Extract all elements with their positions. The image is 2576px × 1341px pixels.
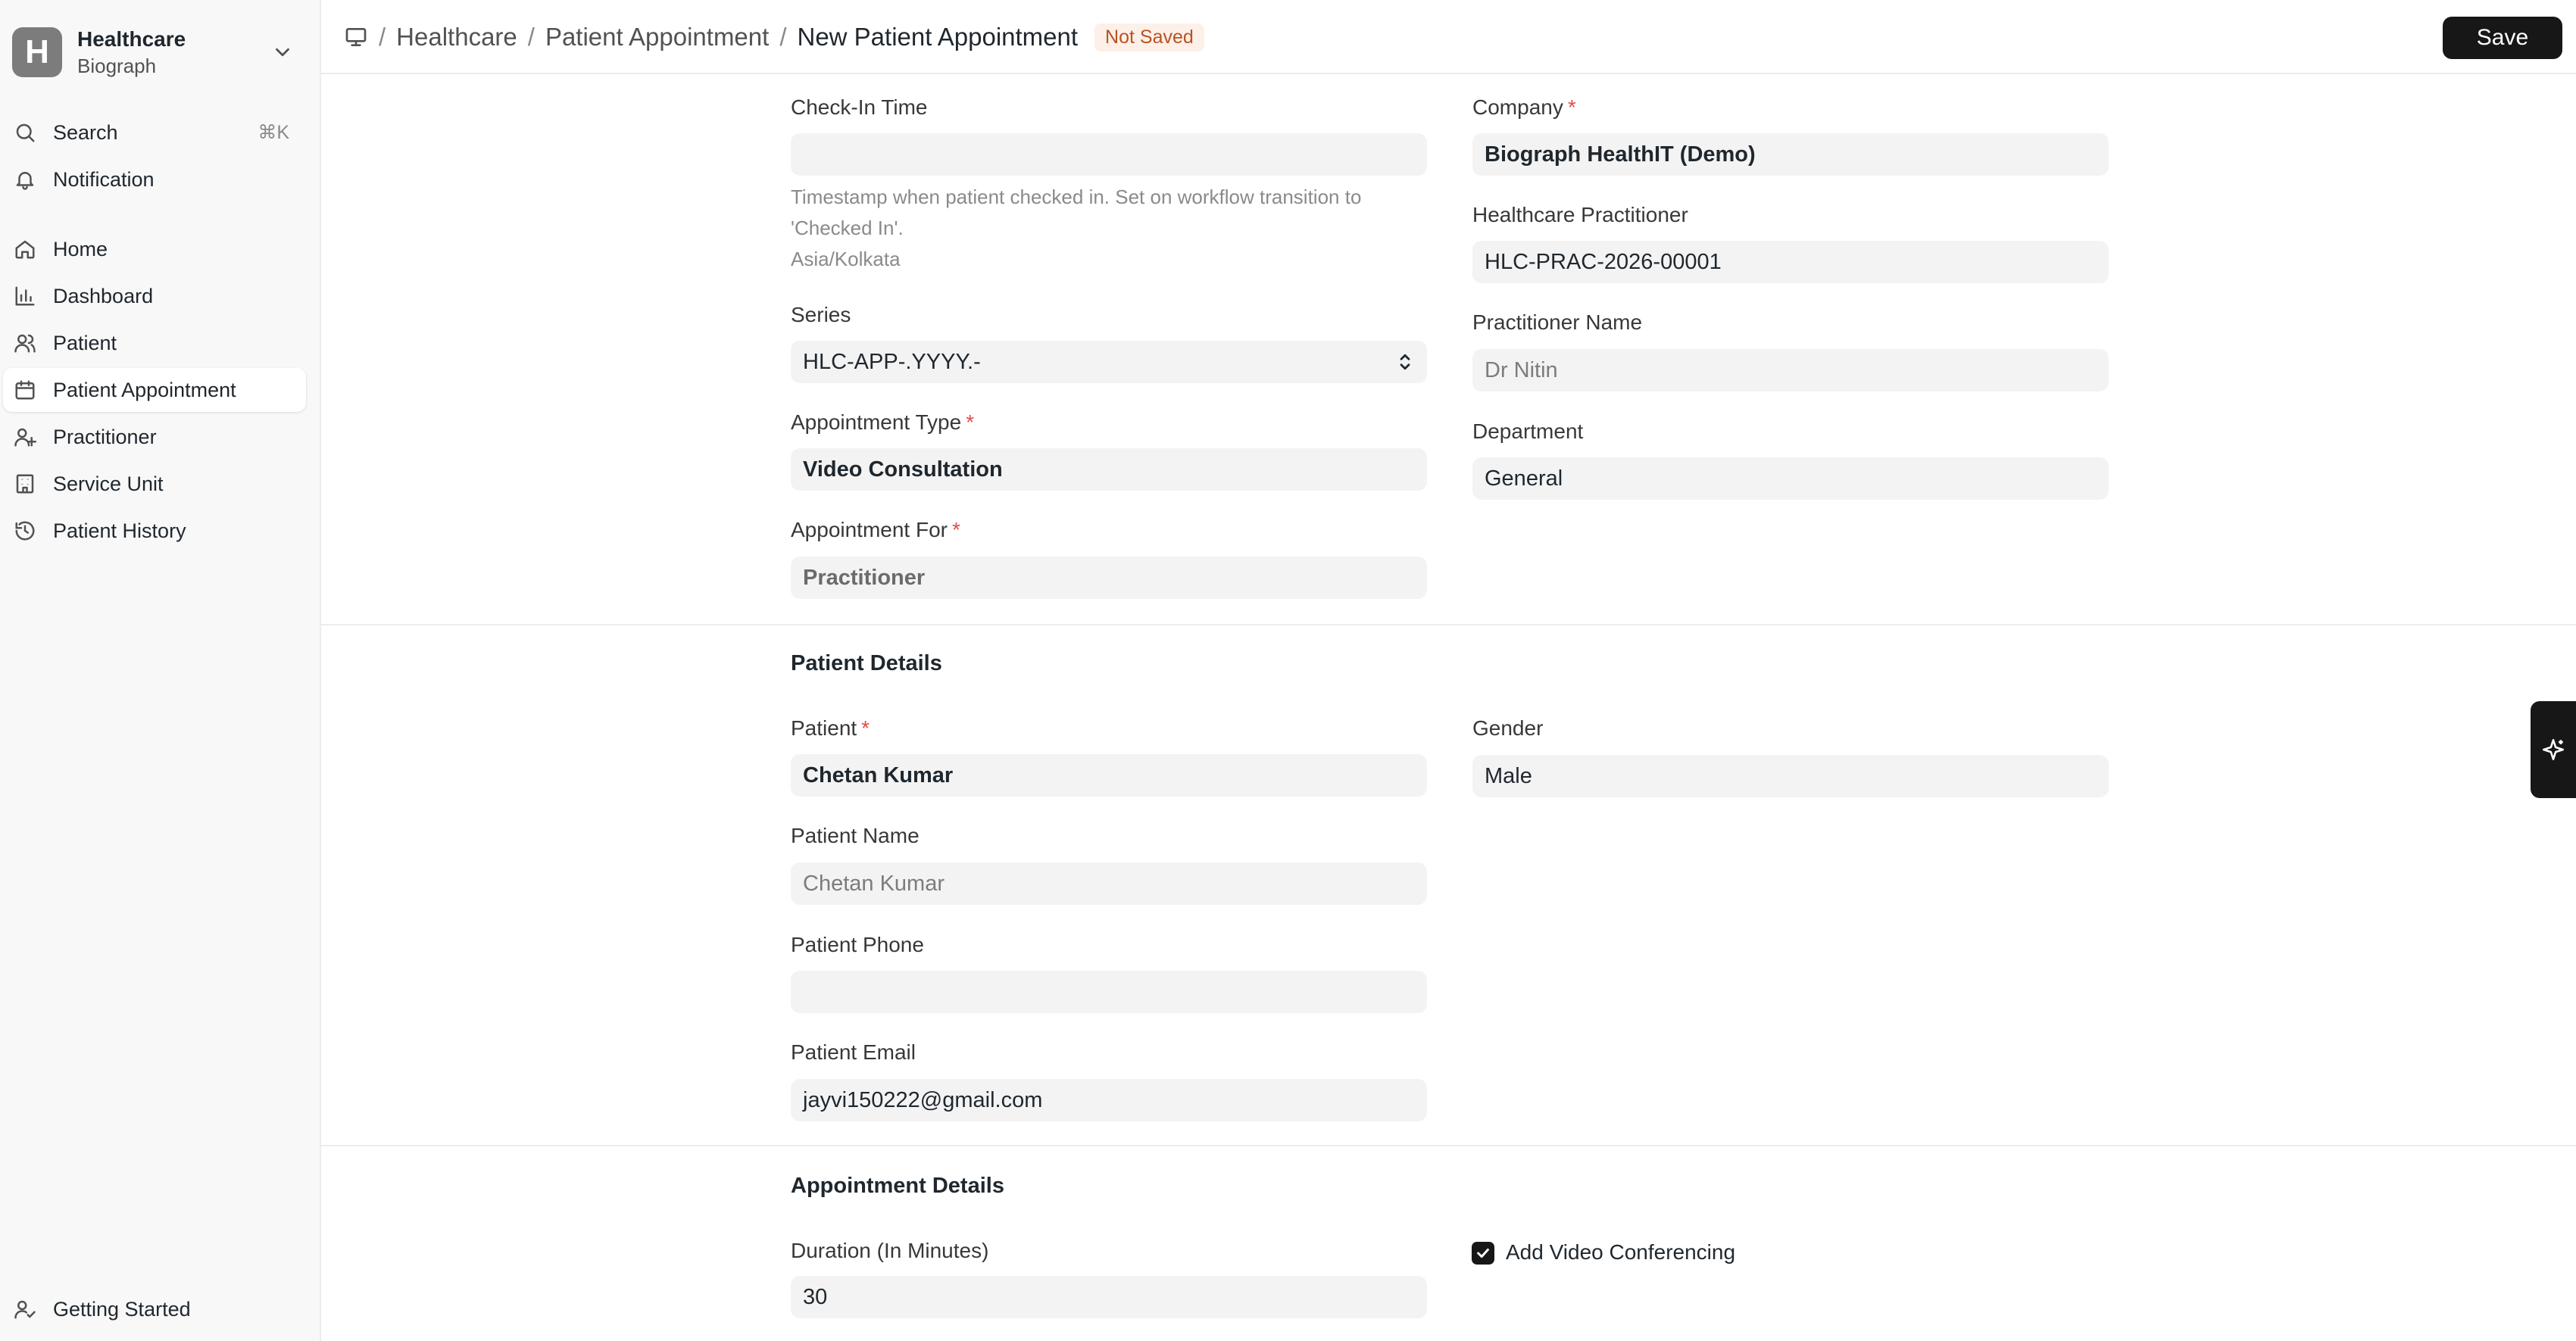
gender-input[interactable]: Male [1472, 755, 2109, 797]
check-in-time-description: Timestamp when patient checked in. Set on workflow transition to 'Checked In'. [791, 186, 1362, 239]
patient-email-label: Patient Email [791, 1040, 916, 1064]
company-input[interactable]: Biograph HealthIT (Demo) [1472, 133, 2109, 176]
breadcrumb-patient-appointment[interactable]: Patient Appointment [545, 23, 770, 51]
breadcrumb-separator: / [379, 23, 386, 51]
history-icon [14, 519, 36, 542]
breadcrumb-separator: / [779, 23, 787, 51]
series-select[interactable] [791, 341, 1427, 383]
patient-input[interactable]: Chetan Kumar [791, 754, 1427, 797]
sidebar-item-label: Practitioner [53, 425, 157, 448]
breadcrumb-separator: / [527, 23, 535, 51]
user-plus-icon [14, 426, 36, 448]
appointment-type-input[interactable]: Video Consultation [791, 448, 1427, 491]
practitioner-name-label: Practitioner Name [1472, 310, 1643, 334]
sidebar-item-service-unit[interactable] [3, 462, 306, 506]
sidebar-search[interactable] [3, 111, 306, 154]
gender-label: Gender [1472, 716, 1544, 740]
user-check-icon [14, 1298, 36, 1321]
sidebar-item-label: Patient History [53, 519, 186, 542]
bar-chart-icon [14, 285, 36, 307]
sidebar-item-label: Home [53, 237, 108, 260]
sidebar-item-practitioner[interactable] [3, 415, 306, 459]
department-input[interactable]: General [1472, 457, 2109, 500]
check-in-time-timezone: Asia/Kolkata [791, 248, 901, 270]
breadcrumb [344, 21, 1204, 53]
appointment-details-title: Appointment Details [791, 1174, 1004, 1198]
series-label: Series [791, 303, 851, 326]
sidebar-item-patient-history[interactable] [3, 509, 306, 553]
sidebar-item-label: Patient Appointment [53, 378, 236, 401]
patient-email-input[interactable]: jayvi150222@gmail.com [791, 1079, 1427, 1121]
sidebar-item-label: Service Unit [53, 472, 164, 495]
check-in-time-input[interactable] [791, 133, 1427, 176]
appointment-for-label: Appointment For * [791, 518, 960, 541]
check-in-time-label: Check-In Time [791, 95, 928, 119]
calendar-icon [14, 379, 36, 401]
healthcare-practitioner-input[interactable]: HLC-PRAC-2026-00001 [1472, 241, 2109, 283]
sidebar-notification[interactable] [3, 157, 306, 201]
page-title: New Patient Appointment [797, 23, 1079, 51]
building-icon [14, 472, 36, 495]
sparkle-icon [2540, 737, 2566, 762]
sidebar-item-label: Patient [53, 331, 117, 354]
save-button[interactable]: Save [2443, 17, 2562, 59]
patient-details-title: Patient Details [791, 651, 942, 675]
check-icon [1475, 1245, 1491, 1261]
bell-icon [14, 168, 36, 191]
sidebar-getting-started[interactable] [3, 1287, 306, 1331]
patient-phone-label: Patient Phone [791, 933, 924, 956]
sidebar-notification-label: Notification [53, 167, 155, 191]
search-icon [14, 121, 36, 144]
section-divider [321, 1145, 2576, 1146]
appointment-type-label: Appointment Type * [791, 410, 975, 434]
desktop-icon[interactable] [344, 25, 368, 49]
duration-input[interactable]: 30 [791, 1276, 1427, 1318]
sidebar-item-patient-appointment[interactable] [3, 368, 306, 412]
duration-label: Duration (In Minutes) [791, 1239, 989, 1262]
patient-phone-input[interactable] [791, 971, 1427, 1013]
video-conferencing-label[interactable]: Add Video Conferencing [1506, 1240, 1736, 1264]
search-shortcut: ⌘K [258, 122, 289, 143]
patient-name-label: Patient Name [791, 824, 920, 847]
section-divider [321, 624, 2576, 625]
department-label: Department [1472, 419, 1584, 443]
status-badge: Not Saved [1094, 23, 1204, 51]
home-icon [14, 238, 36, 260]
sidebar [0, 0, 321, 1341]
sidebar-item-home[interactable] [3, 227, 306, 271]
workspace-subtitle: Biograph [77, 55, 157, 77]
select-arrows-icon [1397, 351, 1413, 373]
assistant-tab[interactable] [2531, 701, 2576, 798]
chevron-down-icon [271, 41, 294, 64]
workspace-title: Healthcare [77, 27, 186, 51]
sidebar-getting-started-label: Getting Started [53, 1297, 191, 1321]
sidebar-item-patient[interactable] [3, 321, 306, 365]
patient-label: Patient * [791, 716, 870, 740]
workspace-logo: H [12, 27, 62, 77]
practitioner-name-input: Dr Nitin [1472, 349, 2109, 391]
sidebar-search-label: Search [53, 120, 118, 144]
sidebar-item-label: Dashboard [53, 284, 154, 307]
workspace-switcher[interactable] [12, 24, 306, 80]
healthcare-practitioner-label: Healthcare Practitioner [1472, 203, 1688, 226]
video-conferencing-checkbox[interactable] [1472, 1242, 1494, 1265]
page-header [321, 0, 2576, 74]
breadcrumb-healthcare[interactable]: Healthcare [396, 23, 517, 51]
series-value: HLC-APP-.YYYY.- [803, 349, 981, 374]
patient-name-input: Chetan Kumar [791, 862, 1427, 905]
users-icon [14, 332, 36, 354]
sidebar-item-dashboard[interactable] [3, 274, 306, 318]
company-label: Company * [1472, 95, 1576, 119]
appointment-for-input[interactable]: Practitioner [791, 557, 1427, 599]
